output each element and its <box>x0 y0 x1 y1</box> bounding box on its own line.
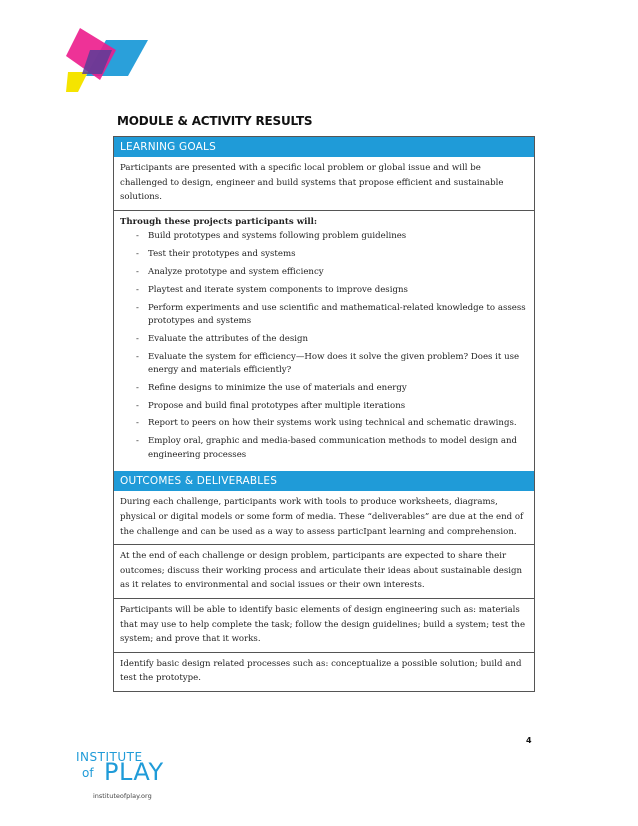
outcomes-paragraph: At the end of each challenge or design problem, participants are expected to share their outcomes; discuss their working process and articulate their ideas about sustainable design as it relates to environmental and social issues or their own interests. <box>114 544 534 598</box>
list-item: - Report to peers on how their systems work using technical and schematic drawings. <box>128 417 528 430</box>
list-item: - Employ oral, graphic and media-based communication methods to model design and engineering processes <box>128 435 528 462</box>
list-item: - Evaluate the system for efficiency—How does it solve the given problem? Does it use energy and materials efficiently? <box>128 351 528 378</box>
list-item: - Perform experiments and use scientific and mathematical-related knowledge to assess prototypes and systems <box>128 302 528 329</box>
outcomes-paragraph: During each challenge, participants work with tools to produce worksheets, diagrams, physical or digital models or some form of media. These “deliverables” are due at the end of the challenge and can be used as a way to assess particIpant learning and comprehension. <box>120 497 524 537</box>
list-item: - Evaluate the attributes of the design <box>128 333 528 346</box>
learning-goals-lead: Through these projects participants will: <box>120 216 318 227</box>
learning-goals-list-cell <box>114 210 534 472</box>
list-item: - Analyze prototype and system efficiency <box>128 266 528 279</box>
list-item: - Test their prototypes and systems <box>128 248 528 261</box>
learning-goals-header: LEARNING GOALS <box>114 137 534 157</box>
list-item: - Playtest and iterate system components to improve designs <box>128 284 528 297</box>
section-heading: MODULE & ACTIVITY RESULTS <box>117 114 313 128</box>
learning-goals-intro: Participants are presented with a specific local problem or global issue and will be challenged to design, engineer and build systems that propose efficient and sustainable solutions. <box>120 163 504 203</box>
brand-line-play: PLAY <box>104 758 164 786</box>
institute-of-play-logo-mark <box>66 28 148 92</box>
brand-url: instituteofplay.org <box>93 792 152 800</box>
brand-logo <box>76 750 186 804</box>
brand-line-of: of <box>82 766 94 780</box>
outcomes-paragraph: Identify basic design related processes such as: conceptualize a possible solution; build and test the prototype. <box>114 652 534 691</box>
outcomes-paragraph: Participants will be able to identify basic elements of design engineering such as: materials that may use to help complete the task; follow the design guidelines; build a system; test the system; and prove that it works. <box>114 598 534 652</box>
results-table <box>113 136 535 692</box>
page-number: 4 <box>526 736 532 745</box>
learning-goals-list <box>120 230 528 462</box>
list-item: - Propose and build final prototypes after multiple iterations <box>128 400 528 413</box>
list-item: - Build prototypes and systems following problem guidelines <box>128 230 528 243</box>
outcomes-header: OUTCOMES & DELIVERABLES <box>114 471 534 491</box>
brand-line-institute: INSTITUTE <box>76 750 143 764</box>
list-item: - Refine designs to minimize the use of materials and energy <box>128 382 528 395</box>
